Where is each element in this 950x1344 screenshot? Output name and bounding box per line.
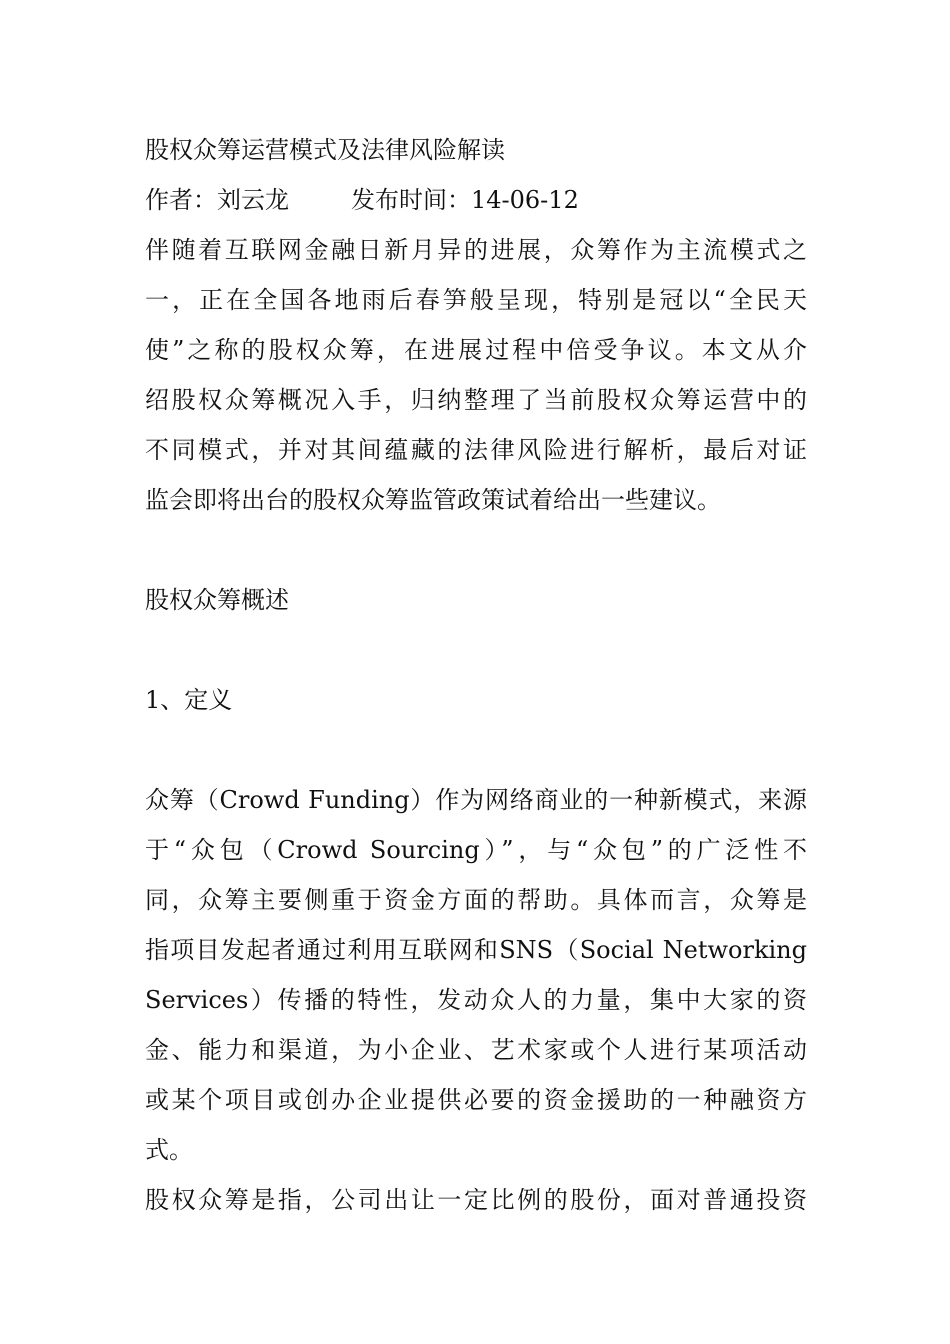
- paragraph-line: 一，正在全国各地雨后春笋般呈现，特别是冠以“全民天: [145, 286, 807, 314]
- paragraph-line: 或某个项目或创办企业提供必要的资金援助的一种融资方: [145, 1086, 807, 1114]
- subsection-heading: 1、定义: [145, 686, 233, 714]
- spacer: [145, 725, 807, 775]
- paragraph-line: 伴随着互联网金融日新月异的进展，众筹作为主流模式之: [145, 236, 807, 264]
- paragraph-line: Services）传播的特性，发动众人的力量，集中大家的资: [145, 986, 807, 1014]
- spacer: [145, 625, 807, 675]
- paragraph-line: 式。: [145, 1136, 193, 1164]
- intro-paragraph: [145, 225, 807, 525]
- paragraph-line: 金、能力和渠道，为小企业、艺术家或个人进行某项活动: [145, 1036, 807, 1064]
- section-heading: 股权众筹概述: [145, 586, 289, 614]
- document-page: [145, 125, 807, 1225]
- paragraph-line: 众筹（Crowd Funding）作为网络商业的一种新模式，来源: [145, 786, 807, 814]
- paragraph-line: 绍股权众筹概况入手，归纳整理了当前股权众筹运营中的: [145, 386, 807, 414]
- paragraph-line: 股权众筹是指，公司出让一定比例的股份，面对普通投资: [145, 1186, 807, 1214]
- author-line: 作者：刘云龙: [145, 186, 289, 214]
- publish-date: 发布时间：14-06-12: [351, 186, 579, 214]
- paragraph-line: 监会即将出台的股权众筹监管政策试着给出一些建议。: [145, 486, 721, 514]
- paragraph-line: 同，众筹主要侧重于资金方面的帮助。具体而言，众筹是: [145, 886, 807, 914]
- paragraph-line: 指项目发起者通过利用互联网和SNS（Social Networking: [145, 936, 807, 964]
- equity-paragraph: [145, 1175, 807, 1225]
- paragraph-line: 使”之称的股权众筹，在进展过程中倍受争议。本文从介: [145, 336, 807, 364]
- definition-paragraph: [145, 775, 807, 1175]
- paragraph-line: 不同模式，并对其间蕴藏的法律风险进行解析，最后对证: [145, 436, 807, 464]
- document-meta: [145, 175, 807, 225]
- paragraph-line: 于“众包（Crowd Sourcing）”，与“众包”的广泛性不: [145, 836, 807, 864]
- spacer: [145, 525, 807, 575]
- document-title: 股权众筹运营模式及法律风险解读: [145, 136, 505, 164]
